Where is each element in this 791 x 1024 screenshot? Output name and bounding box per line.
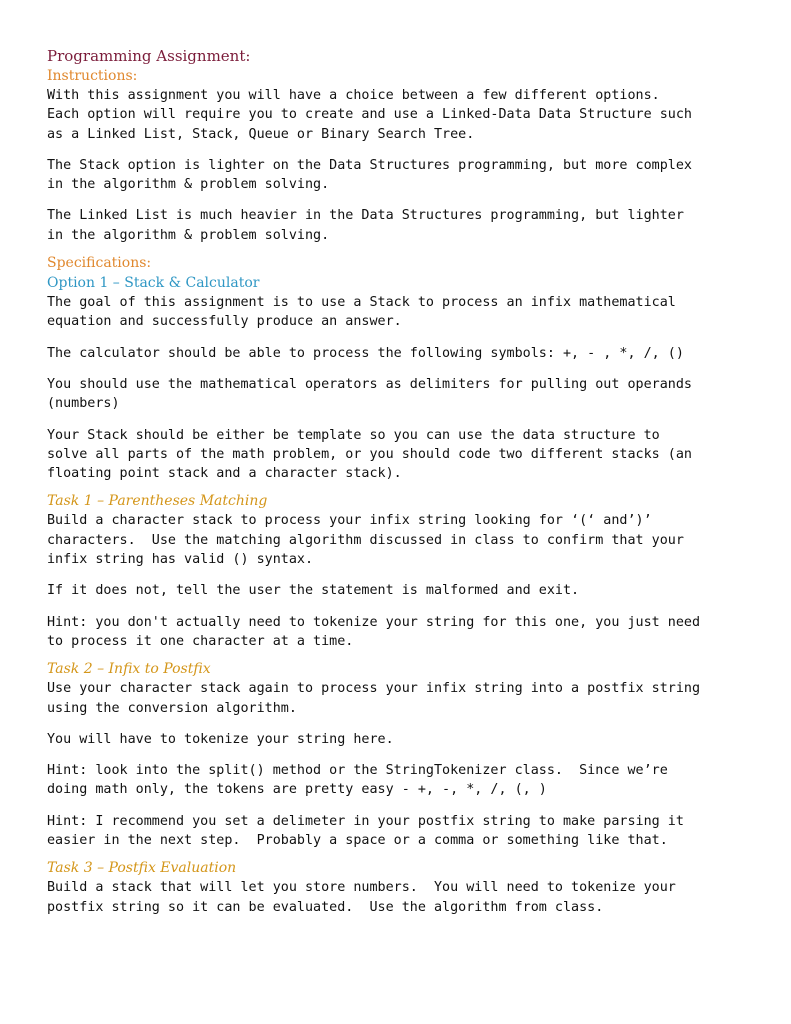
specifications-heading: Specifications: — [47, 255, 152, 272]
document-page — [47, 46, 767, 929]
task2-paragraph: You will have to tokenize your string here. — [47, 731, 394, 747]
option1-paragraph: The calculator should be able to process the following symbols: +, - , *, /, () — [47, 345, 684, 361]
task3-heading: Task 3 – Postfix Evaluation — [47, 860, 237, 877]
task1-paragraph: Hint: you don't actually need to tokenize your string for this one, you just need to process it one character at a time. — [47, 614, 701, 649]
task1-paragraph: Build a character stack to process your infix string looking for ‘(‘ and’)’ characters. Use the matching algorithm discussed in class to confirm that your infix string has valid () syntax. — [47, 513, 684, 568]
task1-heading: Task 1 – Parentheses Matching — [47, 493, 268, 510]
task2-paragraph: Use your character stack again to process your infix string into a postfix string using the conversion algorithm. — [47, 681, 701, 716]
option1-paragraph: You should use the mathematical operators as delimiters for pulling out operands (numbers) — [47, 376, 692, 412]
instructions-heading: Instructions: — [47, 68, 138, 84]
task1-paragraph: If it does not, tell the user the statement is malformed and exit. — [47, 583, 580, 599]
task2-paragraph: Hint: look into the split() method or the StringTokenizer class. Since we’re doing math only, the tokens are pretty easy - +, -, *, /, (, ) — [47, 763, 668, 798]
page-title: Programming Assignment: — [47, 47, 251, 65]
option1-paragraph: The goal of this assignment is to use a Stack to process an infix mathematical equation and successfully produce an answer. — [47, 295, 676, 330]
task3-paragraph: Build a stack that will let you store numbers. You will need to tokenize your postfix string so it can be evaluated. Use the algorithm from class. — [47, 880, 676, 915]
task2-paragraph: Hint: I recommend you set a delimeter in your postfix string to make parsing it easier in the next step. Probably a space or a comma or something like that. — [47, 813, 684, 849]
option1-heading: Option 1 – Stack & Calculator — [47, 275, 260, 292]
task2-heading: Task 2 – Infix to Postfix — [47, 661, 211, 678]
instructions-paragraph: The Stack option is lighter on the Data Structures programming, but more complex in the algorithm & problem solving. — [47, 157, 692, 193]
instructions-paragraph: With this assignment you will have a choice between a few different options. Each option will require you to create and use a Linked-Data Data Structure such as a Linked List, Stack, Queue or Binary Search Tree. — [47, 88, 692, 142]
option1-paragraph: Your Stack should be either be template so you can use the data structure to solve all parts of the math problem, or you should code two different stacks (an floating point stack and a character stack). — [47, 427, 692, 482]
instructions-paragraph: The Linked List is much heavier in the Data Structures programming, but lighter in the algorithm & problem solving. — [47, 208, 684, 243]
